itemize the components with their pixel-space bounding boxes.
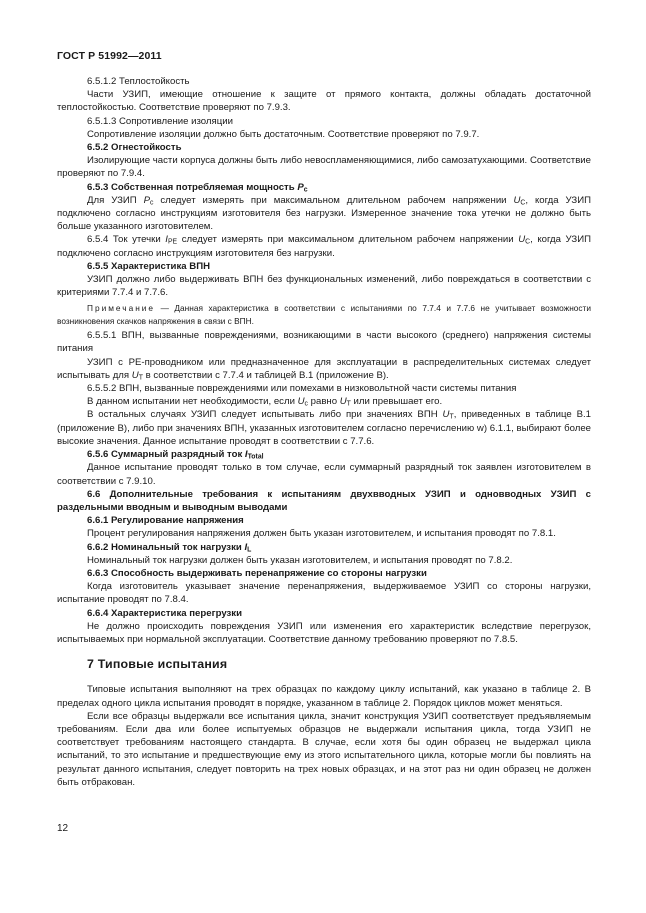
document-header: ГОСТ Р 51992—2011 [57,50,162,62]
text-run: Процент регулирования напряжения должен быть указан изготовителем, и испытания проводят по 7.8.1. [87,528,556,540]
symbol: I [244,449,248,461]
body-paragraph [57,75,591,88]
text-run: , когда УЗИП подключено согласно инструкциям изготовителя без нагрузки. Измеренное значение тока утечки не должно быть больше указанного изготовителем. [57,194,591,233]
section-heading [57,488,591,514]
note-label: Примечание [87,303,156,314]
text-run: 6.5.5 Характеристика ВПН [87,260,211,272]
text-run: Типовые испытания выполняют на трех образцах по каждому циклу испытаний, как указано в таблице 2. В пределах одного цикла испытания проводят в порядке, указанном в таблице 2. Порядок циклов может меняться. [57,684,591,709]
subscript: Total [247,453,264,461]
body-paragraph [57,356,591,382]
body-paragraph [57,128,591,141]
text-run: 6.6.1 Регулирование напряжения [87,515,244,527]
body-paragraph [57,194,591,234]
symbol: P [143,194,150,206]
text-run: — Данная характеристика в соответствии с испытаниями по 7.7.4 и 7.7.6 не учитывает возможности возникновения скачков напряжения в связи с ВПН. [57,303,591,326]
subscript: T [449,414,454,422]
body-paragraph [57,527,591,540]
text-run: равно [308,396,340,408]
text-run: 6.5.4 Ток утечки [87,234,166,246]
text-run: следует измерять при максимальном длительном рабочем напряжении [153,194,514,206]
text-run: 6.5.6 Суммарный разрядный ток [87,449,245,461]
symbol: U [131,369,139,381]
section-heading [57,514,591,527]
text-run: 6.5.1.3 Сопротивление изоляции [87,115,233,127]
text-run: 6.6 Дополнительные требования к испытаниям двухвводных УЗИП и одновводных УЗИП с раздельными вводным и выводным выводами [57,488,591,513]
text-run: Если все образцы выдержали все испытания цикла, значит конструкция УЗИП соответствует предъявляемым требованиям. Если два или более испытуемых образцов не выдержали испытания цикла, тогда УЗИП не соответствует требованиям настоящего стандарта. В случае, если хотя бы один образец не выдержал цикла испытаний, то это испытание и предшествующие ему из этого испытательного цикла, которые могли бы повлиять на результат данного испытания, следует повторить на трех новых образцах, и на этот раз ни один образец не должен быть отбракован. [57,710,591,788]
body-paragraph [57,273,591,299]
body-paragraph [57,233,591,259]
symbol: I [244,541,248,553]
text-run: В остальных случаях УЗИП следует испытывать либо при значениях ВПН [87,409,443,421]
chapter-heading [57,658,591,671]
text-run: В данном испытании нет необходимости, если [87,396,298,408]
body-paragraph [57,329,591,355]
symbol: I [165,234,168,246]
symbol: U [442,409,450,421]
text-run: Когда изготовитель указывает значение перенапряжения, выдерживаемое УЗИП со стороны нагрузки, испытание проводят по 7.8.4. [57,581,591,606]
text-run: или превышает его. [350,396,443,408]
document-body [57,75,591,789]
symbol: U [297,396,305,408]
text-run: 6.5.1.2 Теплостойкость [87,76,190,87]
section-heading [57,448,591,461]
body-paragraph [57,580,591,606]
subscript: L [247,546,252,554]
section-heading [57,260,591,273]
body-paragraph [57,88,591,114]
text-run: следует измерять при максимальном длительном рабочем напряжении [177,234,519,246]
body-paragraph [57,395,591,408]
text-run: 6.5.3 Собственная потребляемая мощность [87,181,298,193]
text-run: в соответствии с 7.7.4 и таблицей В.1 (приложение В). [142,369,389,381]
text-run: 6.5.2 Огнестойкость [87,142,182,154]
section-heading [57,567,591,580]
text-run: Изолирующие части корпуса должны быть либо невоспламеняющимися, либо самозатухающими. Соответствие проверяют по 7.9.4. [57,155,591,180]
body-paragraph [57,461,591,487]
text-run: УЗИП должно либо выдерживать ВПН без функциональных изменений, либо повреждаться в соответствии с критериями 7.7.4 и 7.7.6. [57,274,591,299]
section-heading [57,607,591,620]
text-run: Для УЗИП [87,194,144,206]
text-run: УЗИП с РЕ-проводником или предназначенное для эксплуатации в распределительных системах следует испытывать для [57,356,591,381]
text-run: 6.5.5.2 ВПН, вызванные повреждениями или помехами в низковольтной части системы питания [87,383,517,395]
section-heading [57,181,591,194]
subscript: T [346,401,351,408]
subscript: c [304,401,308,408]
symbol: P [297,181,304,193]
text-run: Не должно происходить повреждения УЗИП или изменения его характеристик вследствие перегрузок, испытываемых при нормальной эксплуатации. Соответствие данному требованию проверяют по 7.8.5. [57,620,591,645]
text-run: Сопротивление изоляции должно быть достаточным. Соответствие проверяют по 7.9.7. [87,128,480,140]
body-paragraph [57,554,591,567]
text-run: 6.6.4 Характеристика перегрузки [87,607,242,619]
subscript: T [138,374,143,382]
text-run: Номинальный ток нагрузки должен быть указан изготовителем, и испытания проводят по 7.8.2. [87,554,513,566]
page-number: 12 [57,823,69,834]
body-paragraph [57,115,591,128]
text-run: 6.6.3 Способность выдерживать перенапряжение со стороны нагрузки [87,567,427,579]
text-run: Данное испытание проводят только в том случае, если суммарный разрядный ток заявлен изготовителем в соответствии с 7.9.10. [57,462,591,487]
subscript: PE [167,239,178,247]
text-run: 6.5.5.1 ВПН, вызванные повреждениями, возникающими в части высокого (среднего) напряжения системы питания [57,330,591,355]
text-run: , приведенных в таблице В.1 (приложение В), либо при значениях ВПН, указанных изготовителем согласно перечислению w) 6.1.1, выбирают более высокие значения. Данное испытание проводят в соответствии с 7.7.6. [57,409,591,447]
note-paragraph [57,302,591,327]
body-paragraph [57,710,591,789]
text-run: , когда УЗИП подключено согласно инструкциям изготовителя без нагрузки. [57,234,591,259]
body-paragraph [57,683,591,709]
symbol: U [513,194,521,206]
subscript: C [525,239,531,247]
symbol: U [339,396,347,408]
section-heading [57,541,591,554]
body-paragraph [57,382,591,395]
text-run: 6.6.2 Номинальный ток нагрузки [87,541,245,553]
body-paragraph [57,408,591,448]
body-paragraph [57,154,591,180]
subscript: C [520,199,526,207]
body-paragraph [57,620,591,646]
subscript: c [150,199,154,207]
symbol: U [518,234,526,246]
section-heading [57,141,591,154]
text-run: Части УЗИП, имеющие отношение к защите от прямого контакта, должны обладать достаточной теплостойкостью. Соответствие проверяют по 7.9.3. [57,89,591,114]
subscript: c [303,186,308,194]
text-run: 7 Типовые испытания [87,657,228,672]
